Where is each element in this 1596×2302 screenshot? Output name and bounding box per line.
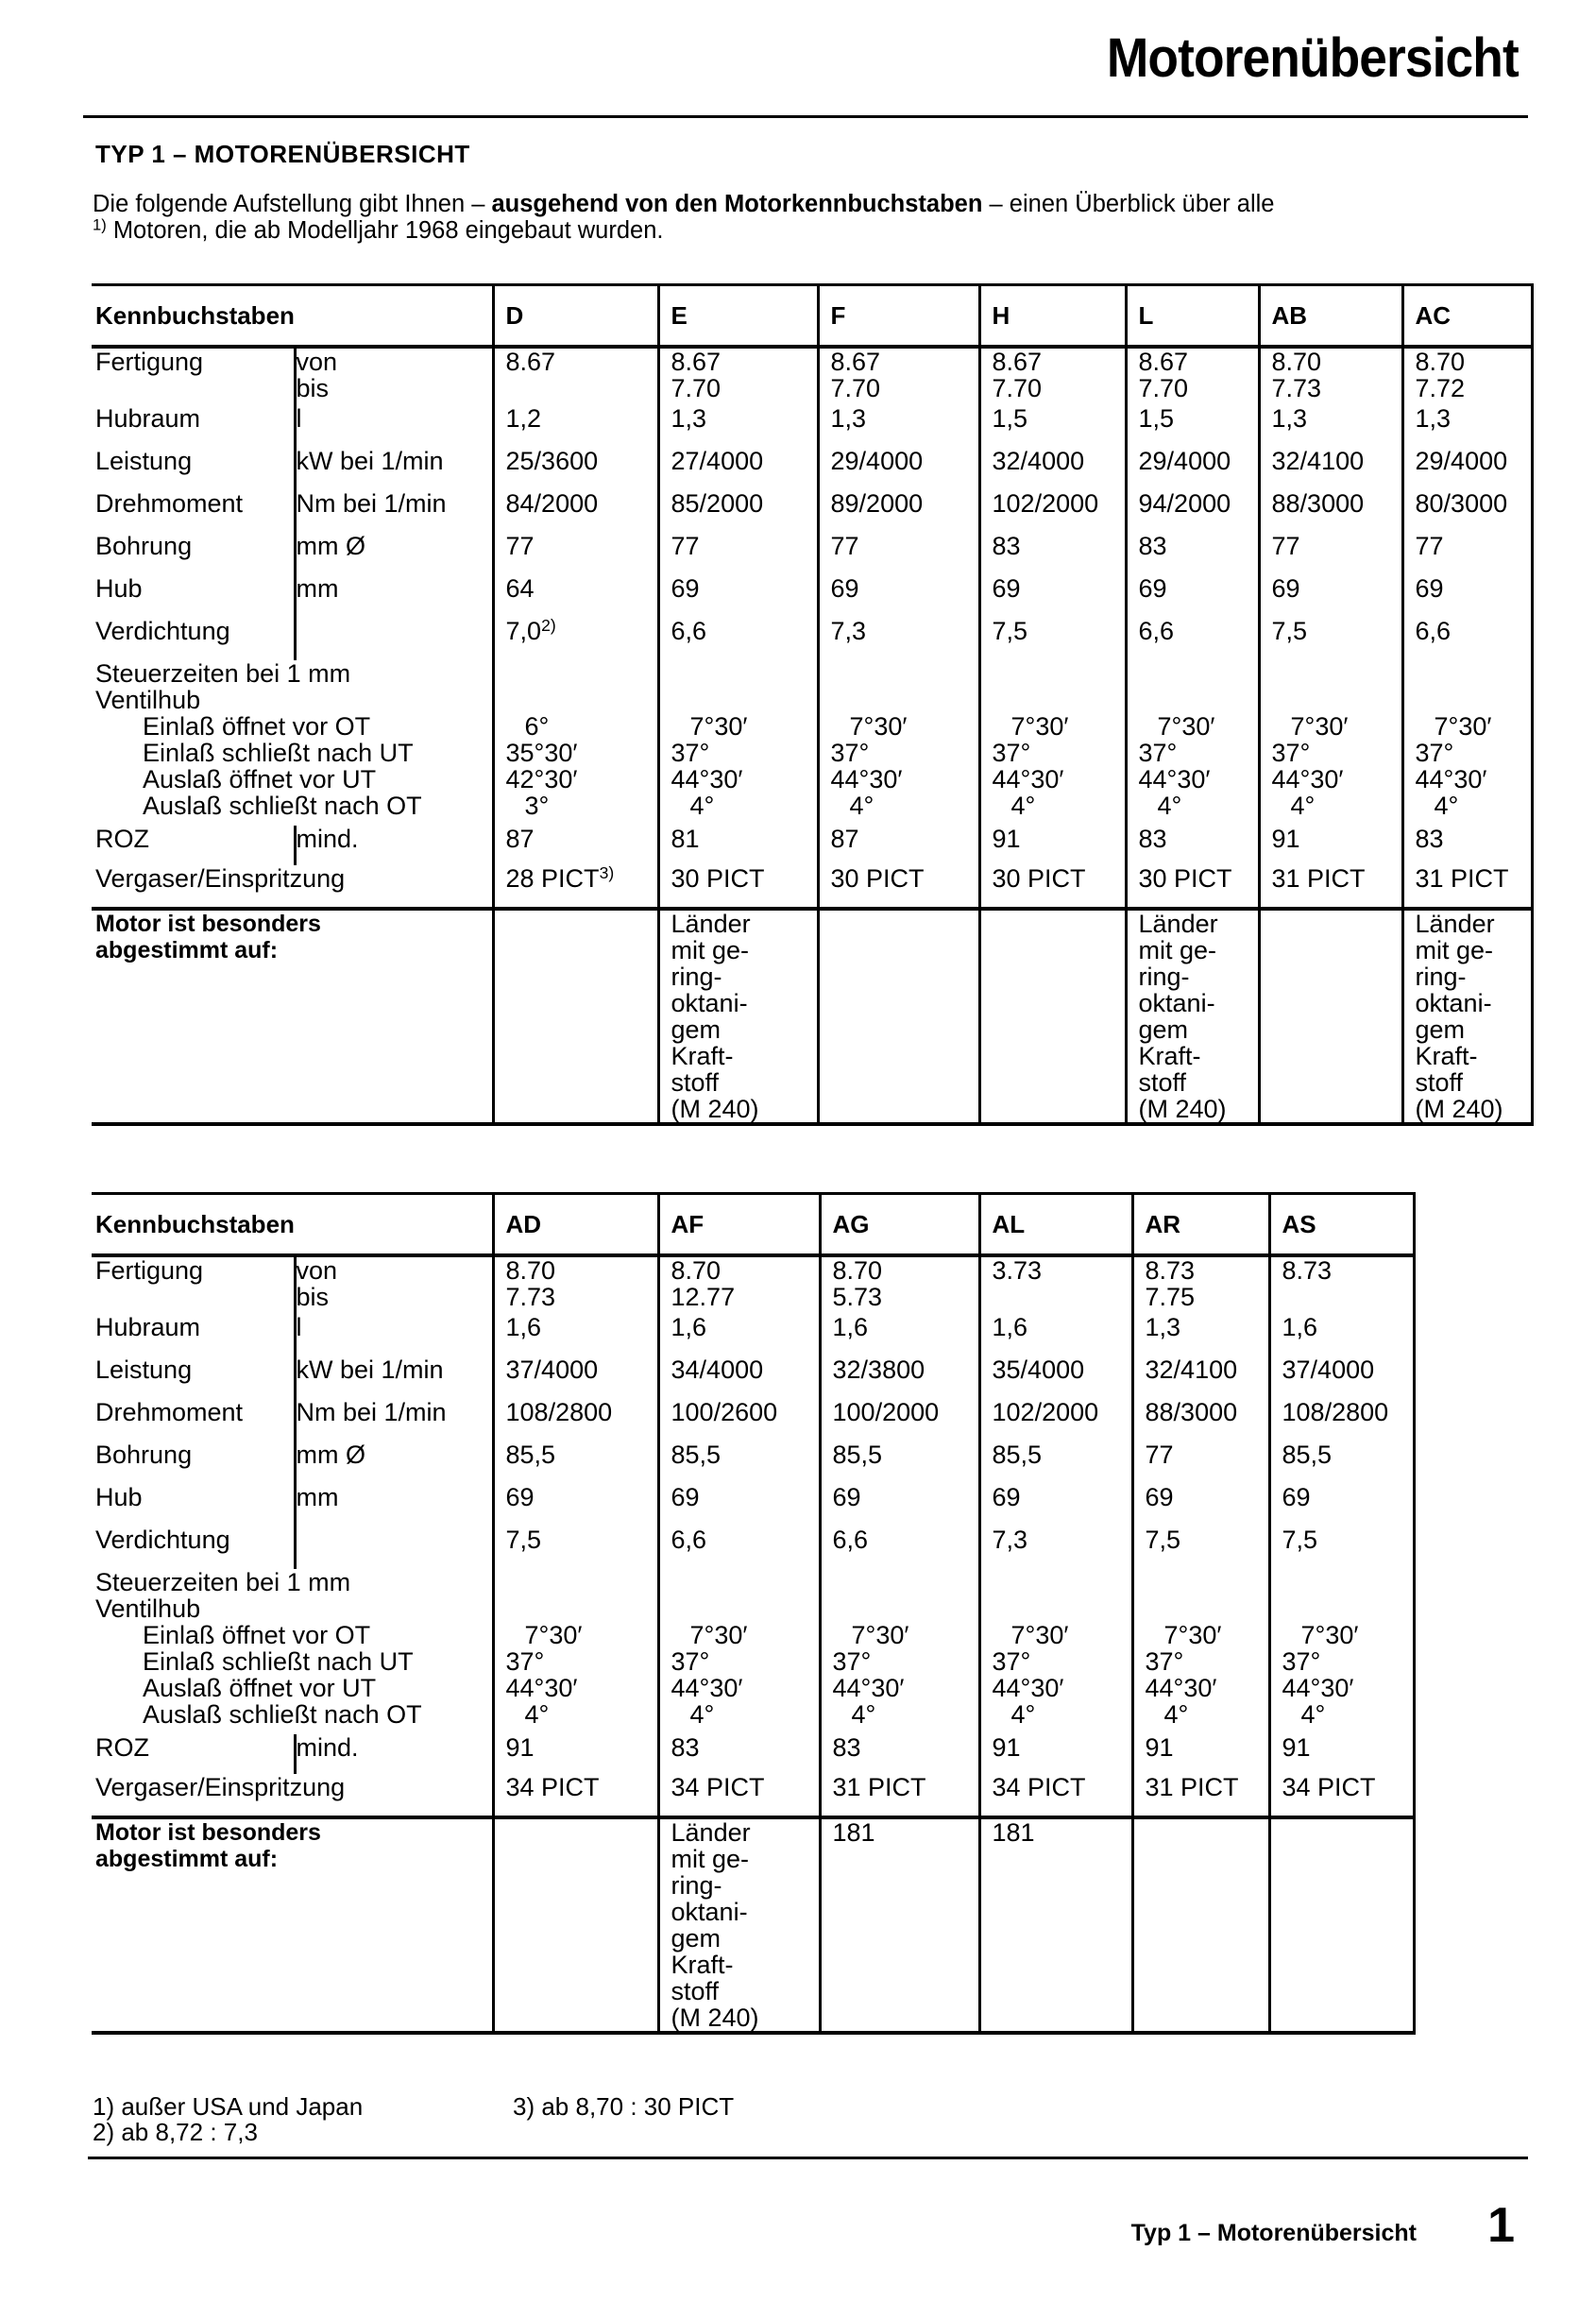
engine-table-1 <box>92 283 1534 1126</box>
cell-line: stoff <box>671 1977 720 2005</box>
fertigung-cell: 8.73 7.75 <box>1132 1255 1269 1314</box>
bohrung-cell: 77 <box>1132 1441 1269 1484</box>
verdichtung-cell: 7,5 <box>979 618 1126 660</box>
leistung-cell: 32/4100 <box>1259 448 1402 490</box>
row-label: Verdichtung <box>92 618 295 660</box>
leistung-cell: 37/4000 <box>493 1356 658 1399</box>
fertigung-cell: 8.67 7.70 <box>818 347 979 405</box>
fertigung-row <box>92 347 1532 405</box>
motor-tuning-cell <box>493 909 658 1124</box>
kennbuchstaben-header: Kennbuchstaben <box>92 1194 493 1256</box>
vergaser-row <box>92 865 1532 909</box>
running-footer-title: Typ 1 – Motorenübersicht <box>1130 2220 1417 2246</box>
motor-tuning-label: Motor ist besonders abgestimmt auf: <box>92 909 493 1124</box>
hub-cell: 69 <box>658 1484 820 1526</box>
motor-tuning-row <box>92 909 1532 1124</box>
roz-cell: 83 <box>1126 826 1259 865</box>
vergaser-cell: 31 PICT <box>820 1774 979 1817</box>
vergaser-cell: 30 PICT <box>1126 865 1259 909</box>
drehmoment-cell: 88/3000 <box>1259 490 1402 533</box>
motor-tuning-cell <box>658 909 818 1124</box>
vergaser-cell: 30 PICT <box>818 865 979 909</box>
vergaser-cell: 34 PICT <box>493 1774 658 1817</box>
bohrung-cell: 85,5 <box>493 1441 658 1484</box>
intro-text: Motoren, die ab Modelljahr 1968 eingebaut wurden. <box>106 217 664 244</box>
cell-line: 181 <box>992 1818 1035 1847</box>
steuerzeiten-cell: 7°30′ 37° 44°30′ 4° <box>1402 660 1532 826</box>
hubraum-cell: 1,3 <box>1259 405 1402 448</box>
cell-line: Kraft- <box>1138 1042 1201 1070</box>
drehmoment-cell: 89/2000 <box>818 490 979 533</box>
hubraum-cell: 1,3 <box>1132 1314 1269 1356</box>
row-unit <box>295 1526 493 1569</box>
cell-line: ring- <box>671 963 722 991</box>
engine-code-header: D <box>493 285 658 348</box>
drehmoment-cell: 94/2000 <box>1126 490 1259 533</box>
cell-line: (M 240) <box>671 1095 759 1123</box>
row-label: Hubraum <box>92 1314 295 1356</box>
bohrung-cell: 77 <box>1259 533 1402 575</box>
steuerzeiten-cell: 7°30′ 37° 44°30′ 4° <box>820 1569 979 1734</box>
verdichtung-cell: 7,0$^{2)}$ <box>493 618 658 660</box>
row-unit: mm Ø <box>295 1441 493 1484</box>
roz-cell: 83 <box>1402 826 1532 865</box>
hub-cell: 69 <box>1259 575 1402 618</box>
hubraum-cell: 1,6 <box>1269 1314 1414 1356</box>
steuerzeiten-cell: 7°30′ 37° 44°30′ 4° <box>1132 1569 1269 1734</box>
hubraum-cell: 1,6 <box>979 1314 1132 1356</box>
steuerzeiten-row <box>92 660 1532 826</box>
roz-cell: 91 <box>1259 826 1402 865</box>
vergaser-cell: 31 PICT <box>1402 865 1532 909</box>
steuerzeiten-row <box>92 1569 1414 1734</box>
roz-cell: 83 <box>820 1734 979 1774</box>
hub-cell: 69 <box>979 575 1126 618</box>
vergaser-row <box>92 1774 1414 1817</box>
verdichtung-cell: 7,5 <box>1269 1526 1414 1569</box>
roz-cell: 91 <box>493 1734 658 1774</box>
steuerzeiten-cell: 7°30′ 37° 44°30′ 4° <box>1259 660 1402 826</box>
cell-line: oktani- <box>671 989 748 1017</box>
motor-tuning-cell <box>1126 909 1259 1124</box>
motor-tuning-cell <box>979 1817 1132 2033</box>
footnote-3: 3) ab 8,70 : 30 PICT <box>513 2092 735 2121</box>
hub-cell: 69 <box>818 575 979 618</box>
drehmoment-cell: 102/2000 <box>979 490 1126 533</box>
row-label: Fertigung <box>92 1255 295 1314</box>
cell-line: gem <box>671 1924 722 1952</box>
engine-code-header: AR <box>1132 1194 1269 1256</box>
fertigung-row <box>92 1255 1414 1314</box>
fertigung-cell: 8.67 <box>493 347 658 405</box>
engine-code-header: AL <box>979 1194 1132 1256</box>
cell-line: Länder <box>1415 910 1495 938</box>
drehmoment-cell: 84/2000 <box>493 490 658 533</box>
cell-line: Kraft- <box>671 1951 734 1979</box>
bohrung-cell: 83 <box>979 533 1126 575</box>
motor-tuning-cell <box>658 1817 820 2033</box>
cell-line: stoff <box>1138 1068 1187 1097</box>
cell-line: Länder <box>671 910 751 938</box>
cell-line: Länder <box>671 1818 751 1847</box>
fertigung-cell: 8.70 12.77 <box>658 1255 820 1314</box>
roz-cell: 91 <box>1132 1734 1269 1774</box>
row-unit: von bis <box>295 347 493 405</box>
row-unit: mm <box>295 575 493 618</box>
hub-row <box>92 575 1532 618</box>
roz-cell: 87 <box>493 826 658 865</box>
row-label: Fertigung <box>92 347 295 405</box>
bohrung-cell: 85,5 <box>979 1441 1132 1484</box>
page-number: 1 <box>1487 2198 1515 2253</box>
drehmoment-cell: 102/2000 <box>979 1399 1132 1441</box>
row-unit: von bis <box>295 1255 493 1314</box>
leistung-cell: 32/4100 <box>1132 1356 1269 1399</box>
hub-cell: 69 <box>658 575 818 618</box>
row-unit: l <box>295 405 493 448</box>
engine-code-header: L <box>1126 285 1259 348</box>
row-label: Leistung <box>92 448 295 490</box>
row-unit: Nm bei 1/min <box>295 490 493 533</box>
verdichtung-cell: 7,5 <box>1132 1526 1269 1569</box>
steuerzeiten-cell: 7°30′ 37° 44°30′ 4° <box>658 1569 820 1734</box>
fertigung-cell: 8.70 7.73 <box>493 1255 658 1314</box>
verdichtung-cell: 6,6 <box>1126 618 1259 660</box>
intro-paragraph <box>93 191 1547 244</box>
row-unit: kW bei 1/min <box>295 1356 493 1399</box>
engine-code-header: AF <box>658 1194 820 1256</box>
cell-line: oktani- <box>671 1898 748 1926</box>
roz-cell: 81 <box>658 826 818 865</box>
roz-cell: 91 <box>979 826 1126 865</box>
bohrung-cell: 77 <box>1402 533 1532 575</box>
row-label: Hubraum <box>92 405 295 448</box>
hubraum-cell: 1,3 <box>1402 405 1532 448</box>
bohrung-cell: 85,5 <box>658 1441 820 1484</box>
engine-code-header: AG <box>820 1194 979 1256</box>
engine-code-header: AC <box>1402 285 1532 348</box>
bohrung-cell: 77 <box>493 533 658 575</box>
steuerzeiten-cell: 7°30′ 37° 44°30′ 4° <box>979 1569 1132 1734</box>
row-unit: mind. <box>295 826 493 865</box>
steuerzeiten-label: Steuerzeiten bei 1 mm Ventilhub Einlaß öffnet vor OT Einlaß schließt nach UT Auslaß öffnet vor UT Auslaß schließt nach OT <box>92 660 493 826</box>
row-label: Vergaser/Einspritzung <box>92 865 493 909</box>
fertigung-cell: 8.67 7.70 <box>979 347 1126 405</box>
engine-code-header: AD <box>493 1194 658 1256</box>
leistung-cell: 37/4000 <box>1269 1356 1414 1399</box>
fertigung-cell: 8.73 <box>1269 1255 1414 1314</box>
row-unit <box>295 618 493 660</box>
cell-line: gem <box>671 1015 722 1044</box>
roz-cell: 83 <box>658 1734 820 1774</box>
steuerzeiten-cell: 6° 35°30′ 42°30′ 3° <box>493 660 658 826</box>
motor-tuning-label: Motor ist besonders abgestimmt auf: <box>92 1817 493 2033</box>
steuerzeiten-cell: 7°30′ 37° 44°30′ 4° <box>493 1569 658 1734</box>
footnote-2: 2) ab 8,72 : 7,3 <box>93 2118 258 2146</box>
bohrung-row <box>92 533 1532 575</box>
hub-cell: 64 <box>493 575 658 618</box>
cell-line: mit ge- <box>1415 936 1494 964</box>
hub-cell: 69 <box>1402 575 1532 618</box>
cell-line: mit ge- <box>671 936 750 964</box>
engine-code-header: AS <box>1269 1194 1414 1256</box>
footer-rule <box>88 2157 1528 2159</box>
row-label: Hub <box>92 1484 295 1526</box>
hubraum-cell: 1,2 <box>493 405 658 448</box>
drehmoment-cell: 108/2800 <box>1269 1399 1414 1441</box>
motor-tuning-cell <box>1402 909 1532 1124</box>
row-unit: mm Ø <box>295 533 493 575</box>
hub-cell: 69 <box>1132 1484 1269 1526</box>
row-unit: kW bei 1/min <box>295 448 493 490</box>
hubraum-row <box>92 1314 1414 1356</box>
fertigung-cell: 8.70 7.73 <box>1259 347 1402 405</box>
hubraum-row <box>92 405 1532 448</box>
verdichtung-cell: 7,5 <box>493 1526 658 1569</box>
vergaser-cell: 30 PICT <box>979 865 1126 909</box>
bohrung-row <box>92 1441 1414 1484</box>
hubraum-cell: 1,6 <box>658 1314 820 1356</box>
cell-line: (M 240) <box>671 2004 759 2032</box>
cell-line: oktani- <box>1138 989 1215 1017</box>
hub-cell: 69 <box>1269 1484 1414 1526</box>
row-label: Drehmoment <box>92 1399 295 1441</box>
bohrung-cell: 85,5 <box>1269 1441 1414 1484</box>
footnote-ref: 1) <box>93 215 107 234</box>
row-label: ROZ <box>92 826 295 865</box>
drehmoment-cell: 108/2800 <box>493 1399 658 1441</box>
vergaser-cell: 31 PICT <box>1259 865 1402 909</box>
cell-line: 181 <box>832 1818 875 1847</box>
leistung-cell: 32/3800 <box>820 1356 979 1399</box>
leistung-cell: 29/4000 <box>1126 448 1259 490</box>
drehmoment-row <box>92 490 1532 533</box>
footnote-ref: 3) <box>599 863 615 883</box>
row-label: Drehmoment <box>92 490 295 533</box>
vergaser-cell: 34 PICT <box>658 1774 820 1817</box>
drehmoment-row <box>92 1399 1414 1441</box>
verdichtung-cell: 6,6 <box>1402 618 1532 660</box>
cell-line: gem <box>1138 1015 1189 1044</box>
cell-line: mit ge- <box>671 1845 750 1873</box>
row-label: ROZ <box>92 1734 295 1774</box>
motor-tuning-cell <box>820 1817 979 2033</box>
motor-tuning-cell <box>1259 909 1402 1124</box>
vergaser-cell: 28 PICT$^{3)}$ <box>493 865 658 909</box>
motor-tuning-cell <box>979 909 1126 1124</box>
row-unit: Nm bei 1/min <box>295 1399 493 1441</box>
row-label: Verdichtung <box>92 1526 295 1569</box>
hub-cell: 69 <box>493 1484 658 1526</box>
cell-line: mit ge- <box>1138 936 1217 964</box>
leistung-cell: 29/4000 <box>818 448 979 490</box>
vergaser-cell: 34 PICT <box>979 1774 1132 1817</box>
steuerzeiten-cell: 7°30′ 37° 44°30′ 4° <box>658 660 818 826</box>
verdichtung-row <box>92 1526 1414 1569</box>
cell-line: oktani- <box>1415 989 1492 1017</box>
bohrung-cell: 77 <box>658 533 818 575</box>
verdichtung-cell: 6,6 <box>658 618 818 660</box>
cell-line: Länder <box>1138 910 1218 938</box>
fertigung-cell: 8.70 5.73 <box>820 1255 979 1314</box>
verdichtung-cell: 7,5 <box>1259 618 1402 660</box>
hubraum-cell: 1,3 <box>658 405 818 448</box>
header-row <box>92 1194 1414 1256</box>
motor-tuning-cell <box>818 909 979 1124</box>
hub-cell: 69 <box>820 1484 979 1526</box>
bohrung-cell: 85,5 <box>820 1441 979 1484</box>
row-label: Bohrung <box>92 533 295 575</box>
drehmoment-cell: 85/2000 <box>658 490 818 533</box>
hub-row <box>92 1484 1414 1526</box>
drehmoment-cell: 100/2000 <box>820 1399 979 1441</box>
fertigung-cell: 8.70 7.72 <box>1402 347 1532 405</box>
drehmoment-cell: 80/3000 <box>1402 490 1532 533</box>
engine-code-header: F <box>818 285 979 348</box>
drehmoment-cell: 100/2600 <box>658 1399 820 1441</box>
cell-line: (M 240) <box>1138 1095 1227 1123</box>
hubraum-cell: 1,5 <box>979 405 1126 448</box>
footnote-1: 1) außer USA und Japan <box>93 2092 364 2121</box>
verdichtung-cell: 7,3 <box>979 1526 1132 1569</box>
engine-code-header: H <box>979 285 1126 348</box>
motor-tuning-cell <box>493 1817 658 2033</box>
roz-row <box>92 826 1532 865</box>
cell-line: ring- <box>1138 963 1190 991</box>
verdichtung-row <box>92 618 1532 660</box>
leistung-row <box>92 448 1532 490</box>
fertigung-cell: 8.67 7.70 <box>1126 347 1259 405</box>
row-label: Vergaser/Einspritzung <box>92 1774 493 1817</box>
engine-code-header: E <box>658 285 818 348</box>
cell-line: gem <box>1415 1015 1466 1044</box>
leistung-cell: 34/4000 <box>658 1356 820 1399</box>
row-label: Leistung <box>92 1356 295 1399</box>
row-unit: l <box>295 1314 493 1356</box>
cell-line: ring- <box>671 1871 722 1900</box>
footnote-ref: 2) <box>541 616 556 636</box>
leistung-cell: 35/4000 <box>979 1356 1132 1399</box>
leistung-row <box>92 1356 1414 1399</box>
vergaser-cell: 31 PICT <box>1132 1774 1269 1817</box>
header-row <box>92 285 1532 348</box>
cell-line: Kraft- <box>671 1042 734 1070</box>
hubraum-cell: 1,3 <box>818 405 979 448</box>
vergaser-cell: 34 PICT <box>1269 1774 1414 1817</box>
cell-line: (M 240) <box>1415 1095 1503 1123</box>
hub-cell: 69 <box>1126 575 1259 618</box>
hub-cell: 69 <box>979 1484 1132 1526</box>
fertigung-cell: 8.67 7.70 <box>658 347 818 405</box>
hubraum-cell: 1,6 <box>820 1314 979 1356</box>
steuerzeiten-cell: 7°30′ 37° 44°30′ 4° <box>1269 1569 1414 1734</box>
bohrung-cell: 83 <box>1126 533 1259 575</box>
row-label: Hub <box>92 575 295 618</box>
leistung-cell: 29/4000 <box>1402 448 1532 490</box>
vergaser-cell: 30 PICT <box>658 865 818 909</box>
bohrung-cell: 77 <box>818 533 979 575</box>
roz-cell: 91 <box>1269 1734 1414 1774</box>
engine-code-header: AB <box>1259 285 1402 348</box>
intro-text: – einen Überblick über alle <box>982 191 1275 217</box>
steuerzeiten-cell: 7°30′ 37° 44°30′ 4° <box>1126 660 1259 826</box>
intro-bold-text: ausgehend von den Motorkennbuchstaben <box>491 191 983 217</box>
drehmoment-cell: 88/3000 <box>1132 1399 1269 1441</box>
leistung-cell: 27/4000 <box>658 448 818 490</box>
cell-line: ring- <box>1415 963 1467 991</box>
row-label: Bohrung <box>92 1441 295 1484</box>
steuerzeiten-cell: 7°30′ 37° 44°30′ 4° <box>818 660 979 826</box>
row-unit: mm <box>295 1484 493 1526</box>
section-title: TYP 1 – MOTORENÜBERSICHT <box>95 140 470 168</box>
row-unit: mind. <box>295 1734 493 1774</box>
fertigung-cell: 3.73 <box>979 1255 1132 1314</box>
cell-line: stoff <box>1415 1068 1464 1097</box>
leistung-cell: 32/4000 <box>979 448 1126 490</box>
roz-row <box>92 1734 1414 1774</box>
verdichtung-cell: 7,3 <box>818 618 979 660</box>
leistung-cell: 25/3600 <box>493 448 658 490</box>
engine-table-2 <box>92 1192 1416 2035</box>
motor-tuning-row <box>92 1817 1414 2033</box>
cell-line: stoff <box>671 1068 720 1097</box>
roz-cell: 87 <box>818 826 979 865</box>
hubraum-cell: 1,6 <box>493 1314 658 1356</box>
motor-tuning-cell <box>1269 1817 1414 2033</box>
kennbuchstaben-header: Kennbuchstaben <box>92 285 493 348</box>
roz-cell: 91 <box>979 1734 1132 1774</box>
cell-line: Kraft- <box>1415 1042 1478 1070</box>
verdichtung-cell: 6,6 <box>658 1526 820 1569</box>
intro-text: Die folgende Aufstellung gibt Ihnen – <box>93 191 492 217</box>
verdichtung-cell: 6,6 <box>820 1526 979 1569</box>
header-rule <box>83 115 1528 118</box>
page-title: Motorenübersicht <box>1107 27 1519 89</box>
steuerzeiten-cell: 7°30′ 37° 44°30′ 4° <box>979 660 1126 826</box>
motor-tuning-cell <box>1132 1817 1269 2033</box>
hubraum-cell: 1,5 <box>1126 405 1259 448</box>
steuerzeiten-label: Steuerzeiten bei 1 mm Ventilhub Einlaß öffnet vor OT Einlaß schließt nach UT Auslaß öffnet vor UT Auslaß schließt nach OT <box>92 1569 493 1734</box>
